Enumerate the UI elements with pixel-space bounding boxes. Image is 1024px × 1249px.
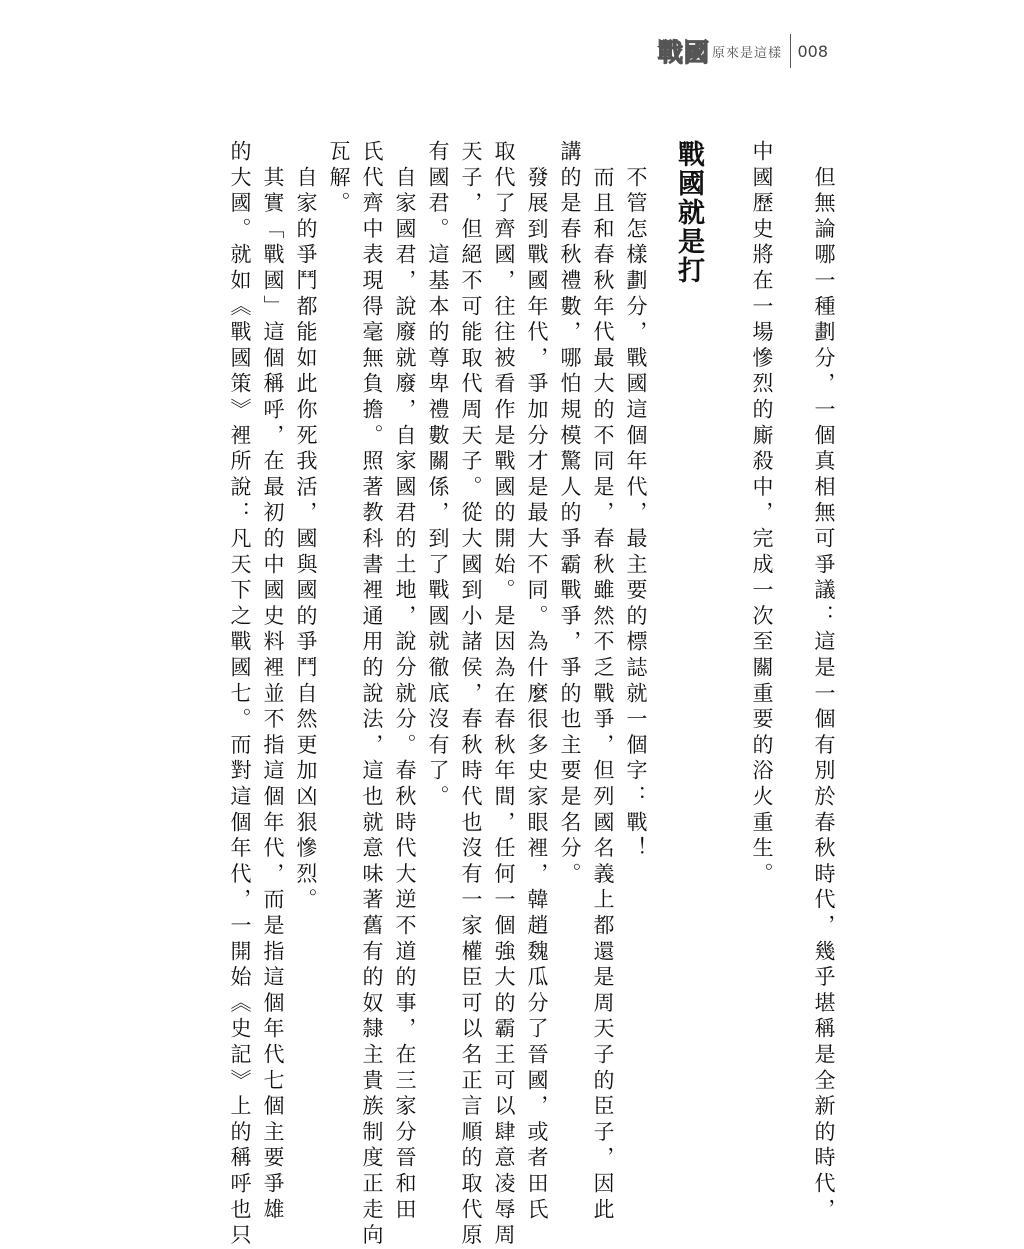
text-column-7: 取代了齊國，往往被看作是戰國的開始。是因為在春秋年間，任何一個強大的霸王可以肆意凌辱周 — [492, 140, 516, 1249]
text-column-3: 不管怎樣劃分，戰國這個年代，最主要的標誌就一個字：戰！ — [624, 140, 648, 863]
text-column-15: 的大國。就如《戰國策》裡所說：凡天下之戰國七。而對這個年代，一開始《史記》上的稱呼也只 — [228, 140, 252, 1249]
text-column-2: 中國歷史將在一場慘烈的廝殺中，完成一次至關重要的浴火重生。 — [750, 140, 774, 889]
text-column-12: 瓦解。 — [327, 140, 351, 218]
book-title-subtitle: 原來是這樣 — [711, 45, 782, 61]
text-column-14: 其實「戰國」這個稱呼，在最初的中國史料裡並不指這個年代，而是指這個年代七個主要爭雄 — [261, 140, 285, 1224]
running-header — [658, 34, 828, 68]
text-column-13: 自家的爭鬥都能如此你死我活，國與國的爭鬥自然更加凶狠慘烈。 — [294, 140, 318, 914]
text-column-6: 發展到戰國年代，爭加分才是最大不同。為什麼很多史家眼裡，韓趙魏瓜分了晉國，或者田氏 — [525, 140, 549, 1224]
section-heading: 戰國就是打 — [673, 140, 704, 285]
text-column-10: 自家國君，說廢就廢，自家國君的土地，說分就分。春秋時代大逆不道的事，在三家分晉和田 — [393, 140, 417, 1224]
text-column-11: 氏代齊中表現得毫無負擔。照著教科書裡通用的說法，這也就意味著舊有的奴隸主貴族制度正走向 — [360, 140, 384, 1249]
text-column-9: 有國君。這基本的尊卑禮數關係，到了戰國就徹底沒有了。 — [426, 140, 450, 811]
book-title-main: 戰國 — [657, 38, 710, 67]
text-column-5: 講的是春秋禮數，哪怕規模驚人的爭霸戰爭，爭的也主要是名分。 — [558, 140, 582, 889]
text-column-4: 而且和春秋年代最大的不同是，春秋雖然不乏戰爭，但列國名義上都還是周天子的臣子，因此 — [591, 140, 615, 1224]
text-column-1: 但無論哪一種劃分，一個真相無可爭議：這是一個有別於春秋時代，幾乎堪稱是全新的時代， — [812, 140, 836, 1224]
header-divider — [790, 34, 792, 68]
book-title — [658, 33, 782, 69]
text-column-8: 天子，但絕不可能取代周天子。從大國到小諸侯，春秋時代也沒有一家權臣可以名正言順的取代原 — [459, 140, 483, 1249]
page-number: 008 — [797, 41, 828, 61]
